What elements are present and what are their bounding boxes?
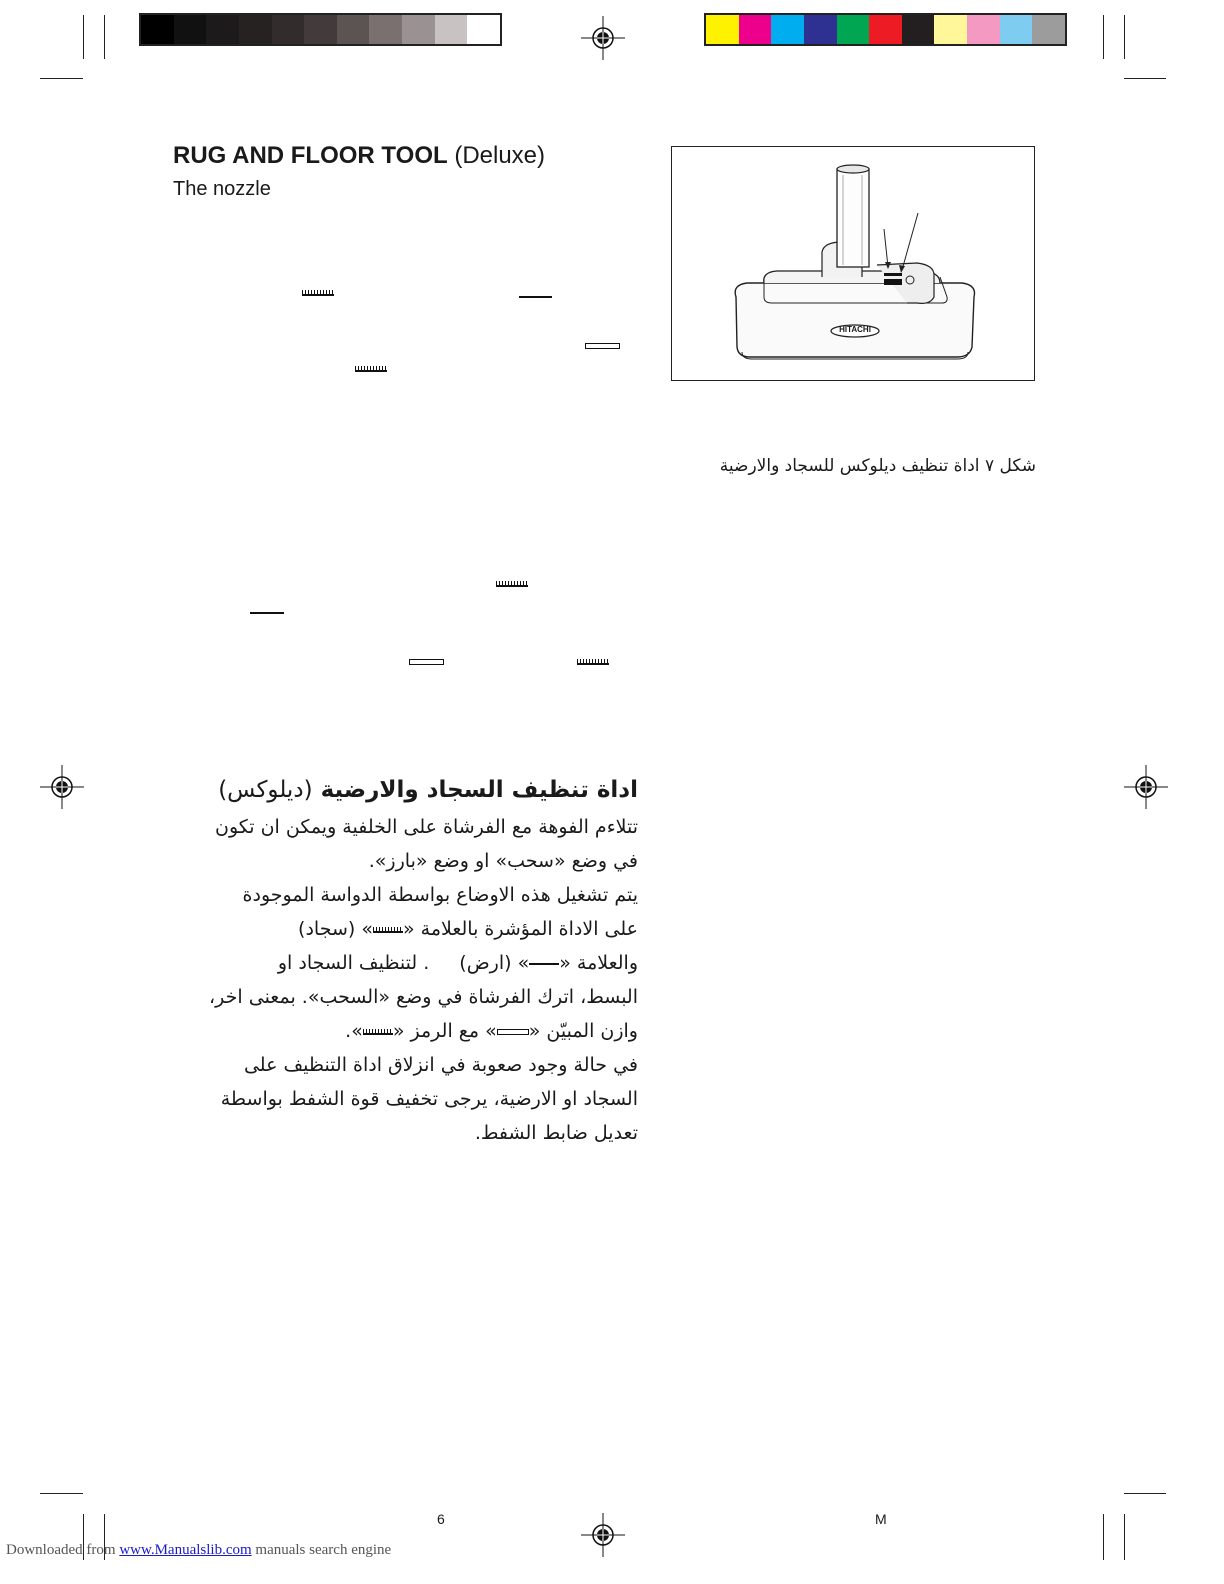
gray-swatch-7 bbox=[337, 15, 370, 44]
english-subtitle: The nozzle bbox=[173, 178, 271, 200]
arabic-line-5b: » (ارض) bbox=[459, 952, 530, 974]
arabic-line-4 bbox=[170, 912, 638, 946]
nozzle-figure bbox=[671, 146, 1035, 381]
arabic-line-3: يتم تشغيل هذه الاوضاع بواسطة الدواسة الموجودة bbox=[242, 884, 638, 906]
arabic-line-4a: على الاداة المؤشرة بالعلامة « bbox=[402, 918, 638, 940]
crop-mark bbox=[1124, 15, 1125, 59]
crop-mark bbox=[83, 15, 84, 59]
footer-prefix: Downloaded from bbox=[6, 1542, 116, 1558]
arabic-line-5a: والعلامة « bbox=[559, 952, 638, 974]
gray-swatch-2 bbox=[174, 15, 207, 44]
grayscale-calibration-bar bbox=[139, 13, 502, 46]
crop-mark bbox=[1103, 1514, 1104, 1560]
gray-swatch-9 bbox=[402, 15, 435, 44]
arabic-line-2: في وضع «سحب» او وضع «بارز». bbox=[368, 850, 638, 872]
arabic-section-title bbox=[170, 770, 638, 810]
rug-floor-nozzle-illustration bbox=[672, 147, 1034, 380]
carpet-symbol bbox=[577, 659, 609, 665]
color-swatch-4 bbox=[804, 15, 837, 44]
arabic-section bbox=[170, 770, 638, 1150]
arabic-line-7b: » مع الرمز « bbox=[392, 1020, 497, 1042]
registration-target-icon bbox=[581, 1513, 625, 1557]
carpet-symbol bbox=[302, 290, 334, 296]
floor-symbol bbox=[519, 296, 552, 298]
crop-mark bbox=[104, 15, 105, 59]
registration-target-icon bbox=[40, 765, 84, 809]
color-swatch-2 bbox=[739, 15, 772, 44]
floor-symbol-icon bbox=[529, 963, 559, 965]
color-swatch-9 bbox=[967, 15, 1000, 44]
indicator-symbol bbox=[409, 659, 444, 665]
crop-mark bbox=[40, 78, 83, 79]
manualslib-link[interactable]: www.Manualslib.com bbox=[119, 1542, 252, 1558]
carpet-symbol bbox=[496, 581, 528, 587]
crop-mark bbox=[1124, 1493, 1166, 1494]
color-swatch-10 bbox=[1000, 15, 1033, 44]
gray-swatch-3 bbox=[206, 15, 239, 44]
registration-target-icon bbox=[1124, 765, 1168, 809]
title-rest: (Deluxe) bbox=[454, 142, 546, 169]
registration-target-icon bbox=[581, 16, 625, 60]
page-marker: M bbox=[875, 1511, 887, 1527]
footer-suffix: manuals search engine bbox=[255, 1542, 392, 1558]
crop-mark bbox=[1103, 15, 1104, 59]
gray-swatch-11 bbox=[467, 15, 500, 44]
crop-mark bbox=[40, 1493, 83, 1494]
download-footer bbox=[6, 1542, 391, 1559]
english-section-title bbox=[173, 142, 545, 170]
carpet-symbol-icon bbox=[363, 1029, 393, 1035]
gray-swatch-10 bbox=[435, 15, 468, 44]
title-bold: RUG AND FLOOR TOOL bbox=[173, 142, 448, 169]
gray-swatch-8 bbox=[369, 15, 402, 44]
floor-symbol bbox=[250, 612, 284, 614]
color-swatch-5 bbox=[837, 15, 870, 44]
color-swatch-11 bbox=[1032, 15, 1065, 44]
crop-mark bbox=[1124, 1514, 1125, 1560]
arabic-line-1: تتلاءم الفوهة مع الفرشاة على الخلفية ويمكن ان تكون bbox=[215, 816, 638, 838]
brand-label: HITACHI bbox=[839, 325, 871, 334]
arabic-line-7 bbox=[170, 1014, 638, 1048]
color-swatch-6 bbox=[869, 15, 902, 44]
arabic-line-4b: » (سجاد) bbox=[298, 918, 373, 940]
arabic-title-rest: (ديلوكس) bbox=[218, 777, 313, 803]
color-calibration-bar bbox=[704, 13, 1067, 46]
carpet-symbol bbox=[355, 366, 387, 372]
color-swatch-8 bbox=[934, 15, 967, 44]
arabic-line-9: السجاد او الارضية، يرجى تخفيف قوة الشفط بواسطة bbox=[220, 1088, 638, 1110]
figure-caption: شكل ٧ اداة تنظيف ديلوكس للسجاد والارضية bbox=[719, 456, 1036, 476]
indicator-symbol-icon bbox=[497, 1029, 529, 1035]
gray-swatch-6 bbox=[304, 15, 337, 44]
color-swatch-1 bbox=[706, 15, 739, 44]
arabic-line-6: البسط، اترك الفرشاة في وضع «السحب». بمعنى اخر، bbox=[209, 986, 638, 1008]
color-swatch-3 bbox=[771, 15, 804, 44]
page-number: 6 bbox=[437, 1511, 445, 1527]
arabic-line-10: تعديل ضابط الشفط. bbox=[474, 1122, 638, 1144]
carpet-symbol-icon bbox=[373, 927, 403, 933]
arabic-title-bold: اداة تنظيف السجاد والارضية bbox=[320, 777, 638, 803]
arabic-line-5c: . لتنظيف السجاد او bbox=[277, 952, 430, 974]
crop-mark bbox=[1124, 78, 1166, 79]
arabic-line-7c: ». bbox=[345, 1020, 363, 1042]
gray-swatch-1 bbox=[141, 15, 174, 44]
gray-swatch-5 bbox=[272, 15, 305, 44]
arabic-line-7a: وازن المبيّن « bbox=[528, 1020, 638, 1042]
arabic-line-8: في حالة وجود صعوبة في انزلاق اداة التنظيف على bbox=[243, 1054, 638, 1076]
arabic-line-5 bbox=[170, 946, 638, 980]
indicator-symbol bbox=[585, 343, 620, 349]
gray-swatch-4 bbox=[239, 15, 272, 44]
color-swatch-7 bbox=[902, 15, 935, 44]
